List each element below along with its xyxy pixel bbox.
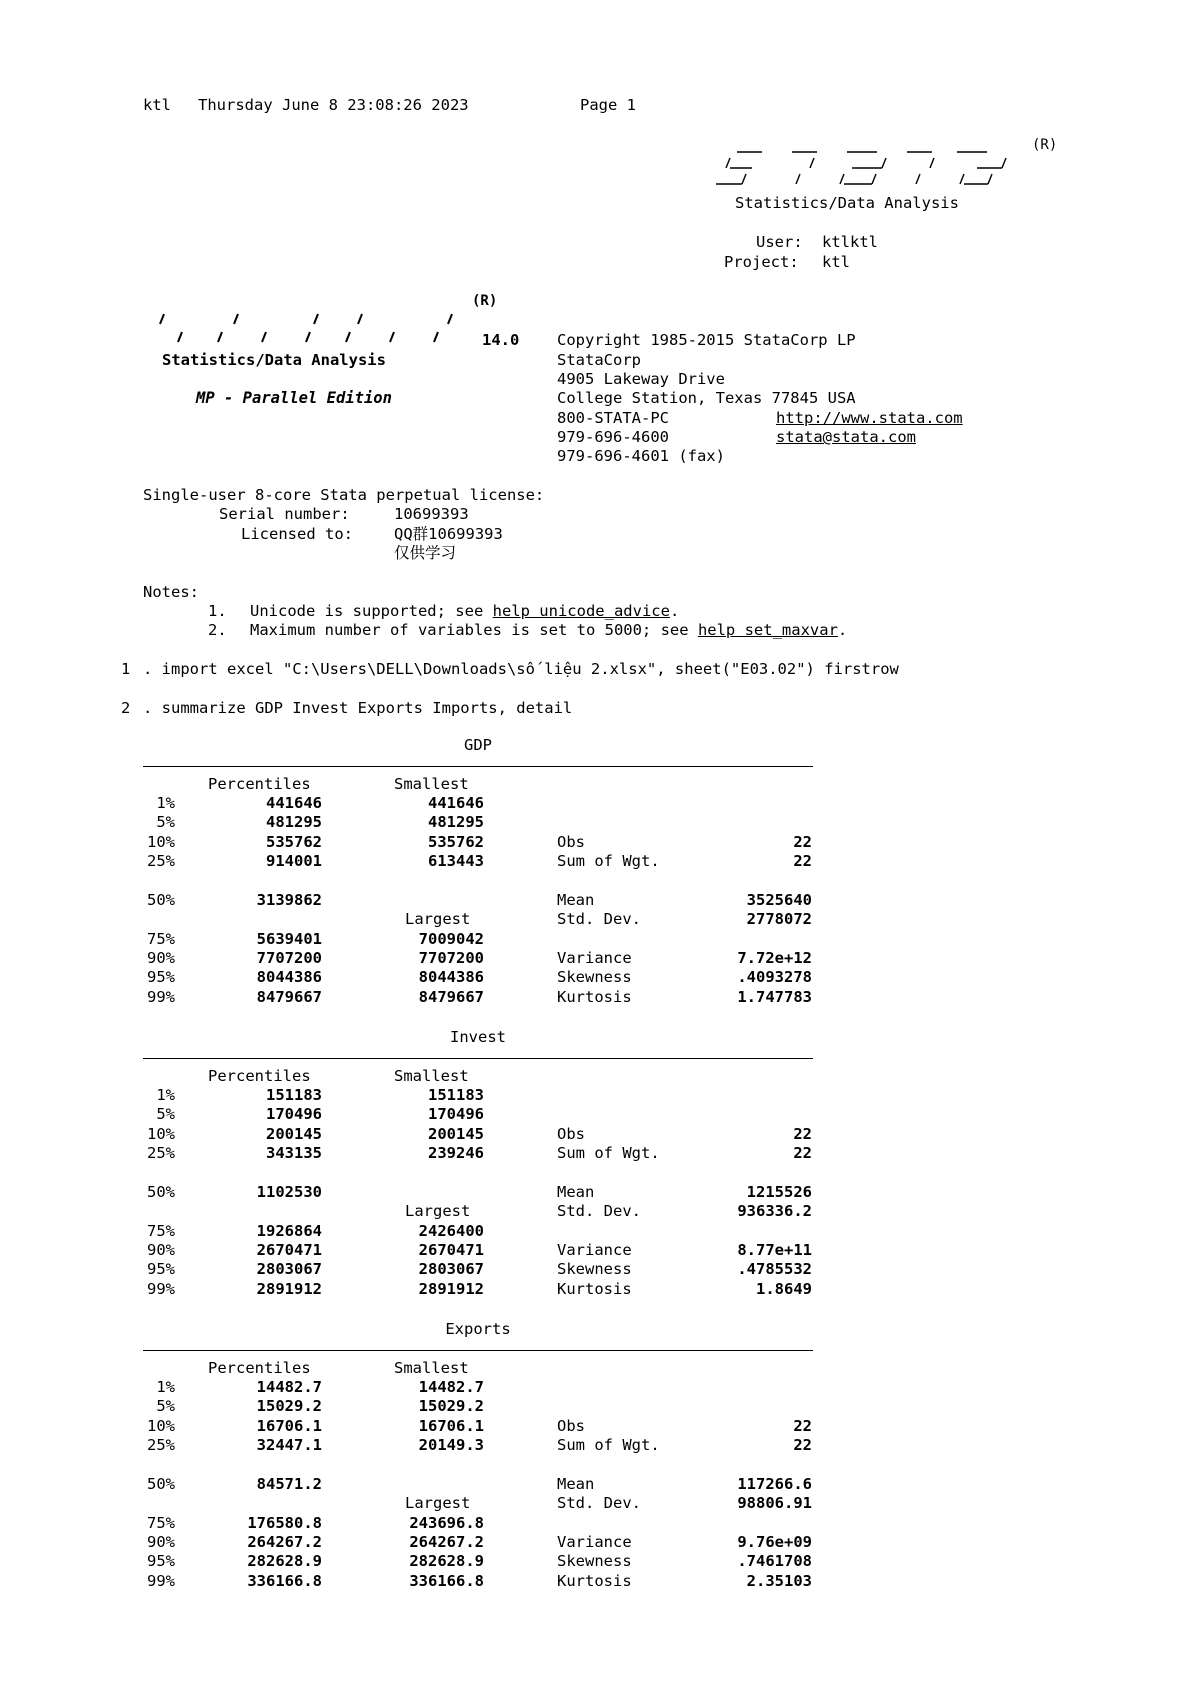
user-value: ktlktl	[822, 233, 878, 251]
smallest-value: 15029.2	[418, 1397, 484, 1415]
percentile-label: 5%	[156, 1397, 175, 1415]
stata-banner-logo	[150, 310, 470, 346]
stat-label: Skewness	[557, 1552, 632, 1570]
stat-label: Mean	[557, 1475, 595, 1493]
percentiles-heading: Percentiles	[208, 1067, 311, 1085]
user-label: User:	[756, 233, 803, 251]
percentile-label: 10%	[147, 1125, 175, 1143]
smallest-value: 14482.7	[418, 1378, 484, 1396]
website-link[interactable]: http://www.stata.com	[776, 409, 963, 427]
percentile-label: 50%	[147, 1183, 175, 1201]
percentiles-heading: Percentiles	[208, 775, 311, 793]
smallest-value: 151183	[428, 1086, 484, 1104]
header-page: Page 1	[580, 96, 636, 114]
largest-value: 8044386	[418, 968, 484, 986]
company: StataCorp	[557, 351, 641, 369]
stat-value: 22	[793, 1144, 812, 1162]
banner-registered-mark: (R)	[472, 293, 498, 309]
stat-label: Obs	[557, 1417, 585, 1435]
percentile-value: 914001	[266, 852, 322, 870]
stat-label: Mean	[557, 891, 595, 909]
stat-label: Variance	[557, 1533, 632, 1551]
stat-value: 1.747783	[737, 988, 812, 1006]
stat-value: 3525640	[746, 891, 812, 909]
percentile-label: 90%	[147, 1533, 175, 1551]
largest-value: 264267.2	[409, 1533, 484, 1551]
stat-value: 936336.2	[737, 1202, 812, 1220]
command-2: . summarize GDP Invest Exports Imports, detail	[143, 699, 573, 717]
stat-label: Skewness	[557, 1260, 632, 1278]
phone-1: 800-STATA-PC	[557, 409, 669, 427]
table-title-exports: Exports	[445, 1320, 511, 1338]
percentile-value: 1926864	[256, 1222, 322, 1240]
note-1	[250, 602, 679, 621]
stat-value: .7461708	[737, 1552, 812, 1570]
stat-label: Obs	[557, 833, 585, 851]
smallest-heading: Smallest	[394, 1067, 469, 1085]
smallest-heading: Smallest	[394, 1359, 469, 1377]
percentiles-heading: Percentiles	[208, 1359, 311, 1377]
percentile-label: 95%	[147, 1260, 175, 1278]
smallest-value: 16706.1	[418, 1417, 484, 1435]
largest-value: 7009042	[418, 930, 484, 948]
serial-label: Serial number:	[219, 505, 350, 523]
percentile-label: 10%	[147, 833, 175, 851]
largest-value: 2670471	[418, 1241, 484, 1259]
banner-edition: MP - Parallel Edition	[196, 389, 392, 407]
percentile-value: 151183	[266, 1086, 322, 1104]
percentile-label: 99%	[147, 1572, 175, 1590]
percentile-value: 7707200	[256, 949, 322, 967]
stat-label: Variance	[557, 1241, 632, 1259]
stat-label: Mean	[557, 1183, 595, 1201]
percentile-label: 90%	[147, 1241, 175, 1259]
percentile-value: 2891912	[256, 1280, 322, 1298]
percentile-value: 481295	[266, 813, 322, 831]
percentile-label: 1%	[156, 794, 175, 812]
corner-subtitle: Statistics/Data Analysis	[735, 194, 959, 212]
percentile-value: 14482.7	[256, 1378, 322, 1396]
command-1: . import excel "C:\Users\DELL\Downloads\số liệu 2.xlsx", sheet("E03.02") firstrow	[143, 660, 899, 678]
project-label: Project:	[724, 253, 799, 271]
percentile-label: 25%	[147, 852, 175, 870]
note-1-end: .	[669, 602, 680, 620]
stat-value: 1.8649	[756, 1280, 812, 1298]
stat-value: 7.72e+12	[737, 949, 812, 967]
largest-heading: Largest	[405, 910, 471, 928]
smallest-value: 481295	[428, 813, 484, 831]
stat-value: 22	[793, 1417, 812, 1435]
percentile-value: 5639401	[256, 930, 322, 948]
percentile-label: 95%	[147, 968, 175, 986]
largest-value: 243696.8	[409, 1514, 484, 1532]
stat-label: Sum of Wgt.	[557, 852, 660, 870]
percentile-value: 343135	[266, 1144, 322, 1162]
percentile-label: 90%	[147, 949, 175, 967]
notes-title: Notes:	[143, 583, 199, 601]
command-1-number: 1	[121, 660, 131, 678]
stat-value: .4093278	[737, 968, 812, 986]
table-rule	[143, 1058, 813, 1059]
percentile-label: 99%	[147, 988, 175, 1006]
largest-value: 2891912	[418, 1280, 484, 1298]
table-rule	[143, 766, 813, 767]
percentile-value: 282628.9	[247, 1552, 322, 1570]
largest-value: 282628.9	[409, 1552, 484, 1570]
largest-heading: Largest	[405, 1202, 471, 1220]
stat-label: Obs	[557, 1125, 585, 1143]
largest-value: 2426400	[418, 1222, 484, 1240]
largest-value: 8479667	[418, 988, 484, 1006]
percentile-value: 3139862	[256, 891, 322, 909]
smallest-value: 239246	[428, 1144, 484, 1162]
note-2-text: Maximum number of variables is set to 5000; see	[250, 621, 698, 639]
table-title-gdp: GDP	[464, 736, 492, 754]
stat-label: Kurtosis	[557, 988, 632, 1006]
largest-value: 2803067	[418, 1260, 484, 1278]
stat-label: Std. Dev.	[557, 1494, 641, 1512]
percentile-value: 441646	[266, 794, 322, 812]
stat-label: Kurtosis	[557, 1280, 632, 1298]
smallest-heading: Smallest	[394, 775, 469, 793]
largest-value: 7707200	[418, 949, 484, 967]
percentile-label: 1%	[156, 1086, 175, 1104]
percentile-value: 535762	[266, 833, 322, 851]
stat-value: 117266.6	[737, 1475, 812, 1493]
stat-value: 2.35103	[746, 1572, 812, 1590]
percentile-value: 84571.2	[256, 1475, 322, 1493]
header-timestamp: Thursday June 8 23:08:26 2023	[198, 96, 469, 114]
percentile-label: 50%	[147, 1475, 175, 1493]
license-line: Single-user 8-core Stata perpetual license:	[143, 486, 545, 504]
stat-value: 22	[793, 1436, 812, 1454]
smallest-value: 20149.3	[418, 1436, 484, 1454]
percentile-label: 5%	[156, 813, 175, 831]
address-line-2: College Station, Texas 77845 USA	[557, 389, 856, 407]
smallest-value: 441646	[428, 794, 484, 812]
percentile-label: 95%	[147, 1552, 175, 1570]
serial-value: 10699393	[394, 505, 469, 523]
banner-subtitle: Statistics/Data Analysis	[162, 351, 386, 369]
percentile-value: 8479667	[256, 988, 322, 1006]
percentile-label: 10%	[147, 1417, 175, 1435]
percentile-value: 16706.1	[256, 1417, 322, 1435]
project-value: ktl	[822, 253, 850, 271]
address-line-1: 4905 Lakeway Drive	[557, 370, 725, 388]
licensed-label: Licensed to:	[241, 525, 353, 543]
note-1-text: Unicode is supported; see	[250, 602, 493, 620]
note-2	[250, 621, 847, 640]
stat-value: .4785532	[737, 1260, 812, 1278]
stat-value: 22	[793, 833, 812, 851]
percentile-value: 336166.8	[247, 1572, 322, 1590]
smallest-value: 200145	[428, 1125, 484, 1143]
largest-heading: Largest	[405, 1494, 471, 1512]
stat-value: 98806.91	[737, 1494, 812, 1512]
stata-corner-logo	[712, 140, 1042, 200]
percentile-value: 32447.1	[256, 1436, 322, 1454]
licensed-value-2: 仅供学习	[394, 544, 457, 562]
stat-label: Std. Dev.	[557, 910, 641, 928]
stat-value: 22	[793, 852, 812, 870]
percentile-value: 2670471	[256, 1241, 322, 1259]
percentile-value: 8044386	[256, 968, 322, 986]
percentile-value: 170496	[266, 1105, 322, 1123]
header-user: ktl	[143, 96, 171, 114]
table-rule	[143, 1350, 813, 1351]
percentile-label: 25%	[147, 1436, 175, 1454]
note-2-number: 2.	[208, 621, 227, 639]
stat-value: 9.76e+09	[737, 1533, 812, 1551]
note-1-number: 1.	[208, 602, 227, 620]
phone-2: 979-696-4600	[557, 428, 669, 446]
stat-value: 22	[793, 1125, 812, 1143]
help-maxvar-link[interactable]: help set_maxvar	[697, 621, 838, 639]
stat-label: Sum of Wgt.	[557, 1144, 660, 1162]
stat-label: Sum of Wgt.	[557, 1436, 660, 1454]
stat-value: 2778072	[746, 910, 812, 928]
percentile-label: 25%	[147, 1144, 175, 1162]
stat-label: Std. Dev.	[557, 1202, 641, 1220]
percentile-value: 2803067	[256, 1260, 322, 1278]
stat-label: Skewness	[557, 968, 632, 986]
percentile-label: 75%	[147, 930, 175, 948]
percentile-value: 176580.8	[247, 1514, 322, 1532]
percentile-label: 75%	[147, 1514, 175, 1532]
email-link[interactable]: stata@stata.com	[776, 428, 916, 446]
percentile-label: 99%	[147, 1280, 175, 1298]
note-2-end: .	[837, 621, 848, 639]
help-unicode-link[interactable]: help unicode_advice	[492, 602, 670, 620]
command-2-number: 2	[121, 699, 131, 717]
percentile-value: 264267.2	[247, 1533, 322, 1551]
percentile-value: 15029.2	[256, 1397, 322, 1415]
percentile-value: 1102530	[256, 1183, 322, 1201]
stat-label: Variance	[557, 949, 632, 967]
banner-version: 14.0	[482, 331, 520, 349]
percentile-label: 50%	[147, 891, 175, 909]
smallest-value: 535762	[428, 833, 484, 851]
percentile-label: 5%	[156, 1105, 175, 1123]
stat-label: Kurtosis	[557, 1572, 632, 1590]
percentile-value: 200145	[266, 1125, 322, 1143]
corner-registered-mark: (R)	[1032, 137, 1058, 153]
stat-value: 8.77e+11	[737, 1241, 812, 1259]
table-title-invest: Invest	[450, 1028, 506, 1046]
fax: 979-696-4601 (fax)	[557, 447, 725, 465]
licensed-value-1: QQ群10699393	[394, 525, 503, 543]
smallest-value: 170496	[428, 1105, 484, 1123]
percentile-label: 1%	[156, 1378, 175, 1396]
stat-value: 1215526	[746, 1183, 812, 1201]
smallest-value: 613443	[428, 852, 484, 870]
copyright: Copyright 1985-2015 StataCorp LP	[557, 331, 856, 349]
percentile-label: 75%	[147, 1222, 175, 1240]
largest-value: 336166.8	[409, 1572, 484, 1590]
